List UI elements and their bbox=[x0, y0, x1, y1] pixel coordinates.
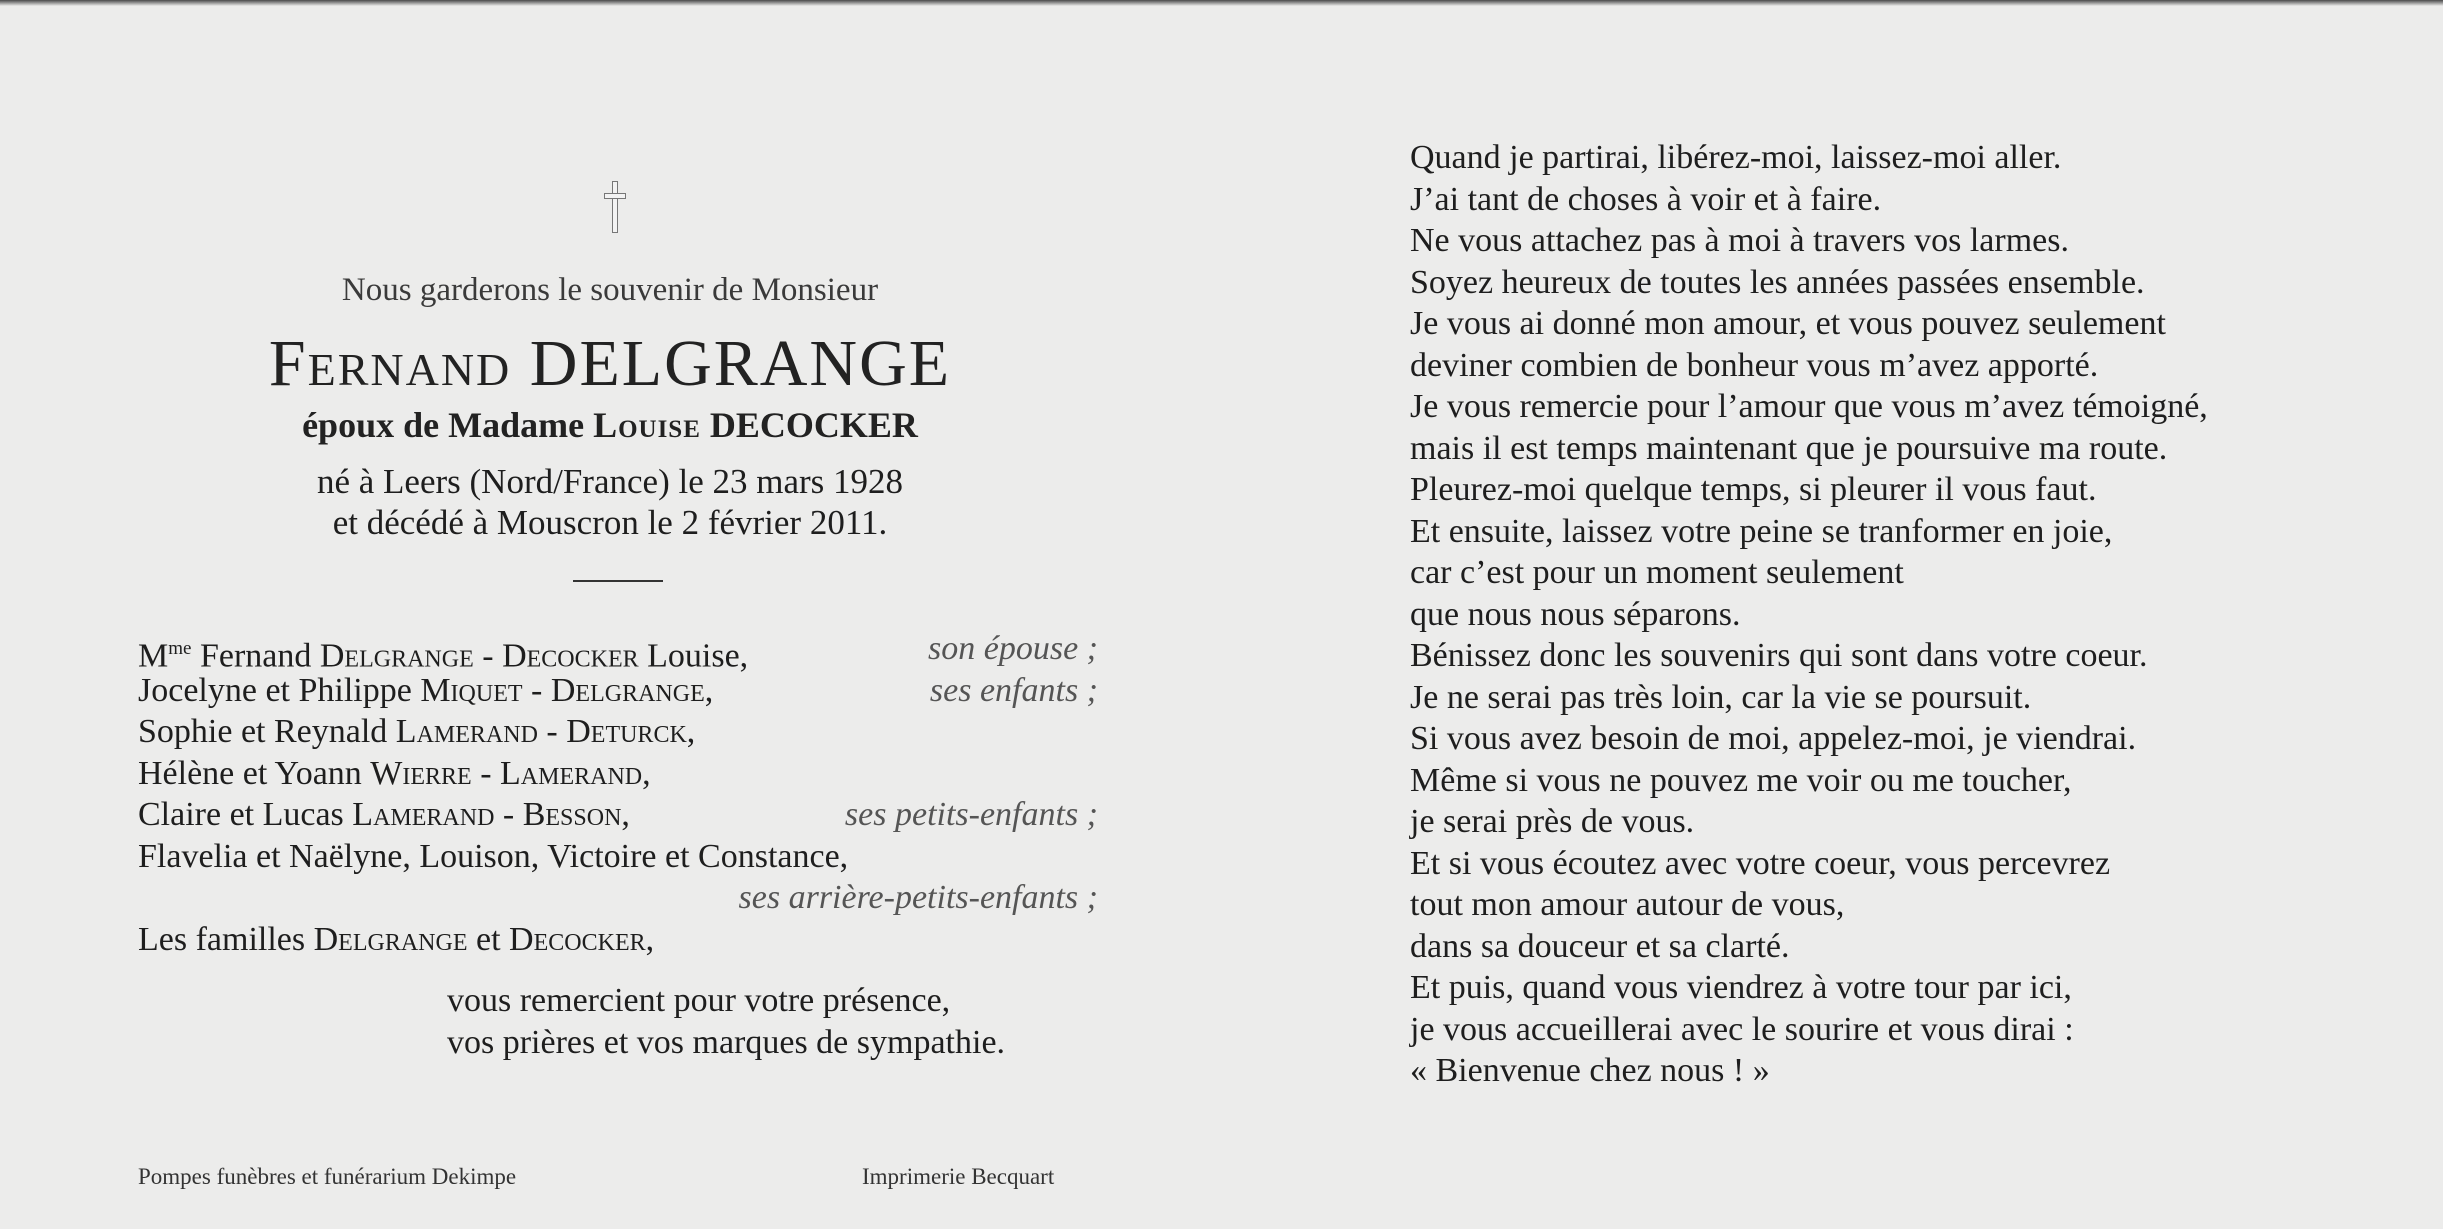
poem bbox=[1410, 137, 2410, 1092]
family-row: $M^{me}$ Fernand Delgrange - Decocker Louise, son épouse ; bbox=[138, 630, 1098, 675]
birth-line: né à Leers (Nord/France) le 23 mars 1928 bbox=[316, 462, 904, 501]
spouse-last-name: DECOCKER bbox=[709, 405, 918, 445]
printer-credit: Imprimerie Becquart bbox=[862, 1164, 1055, 1189]
family-row: Hélène et Yoann Wierre - Lamerand, bbox=[138, 754, 651, 792]
funeral-home-credit: Pompes funèbres et funérarium Dekimpe bbox=[138, 1164, 517, 1189]
poem-line: Et ensuite, laissez votre peine se tranformer en joie, bbox=[1410, 512, 2113, 550]
family-row: Jocelyne et Philippe Miquet - Delgrange, ses enfants ; bbox=[138, 670, 1098, 712]
deceased-last-name: DELGRANGE bbox=[529, 327, 952, 400]
poem-line: Je vous ai donné mon amour, et vous pouvez seulement bbox=[1410, 305, 2166, 342]
poem-line: Bénissez donc les souvenirs qui sont dans votre coeur. bbox=[1410, 637, 2148, 674]
intro-text: Nous garderons le souvenir de Monsieur bbox=[341, 272, 879, 308]
family-role: ses arrière-petits-enfants ; bbox=[738, 879, 1098, 916]
family-row: Claire et Lucas Lamerand - Besson, ses petits-enfants ; bbox=[138, 794, 1098, 836]
poem-line: Soyez heureux de toutes les années passées ensemble. bbox=[1410, 263, 2145, 301]
poem-line: tout mon amour autour de vous, bbox=[1410, 886, 1845, 923]
thanks-text bbox=[447, 980, 1005, 1064]
family-role: ses petits-enfants ; bbox=[844, 796, 1098, 833]
poem-line: Pleurez-moi quelque temps, si pleurer il vous faut. bbox=[1410, 471, 2097, 508]
poem-line: Même si vous ne pouvez me voir ou me toucher, bbox=[1410, 761, 2072, 799]
family-row: Sophie et Reynald Lamerand - Deturck, bbox=[138, 713, 696, 750]
divider bbox=[573, 580, 663, 582]
deceased-first-name: Fernand bbox=[268, 327, 512, 400]
poem-line: je serai près de vous. bbox=[1410, 803, 1695, 840]
family-role: ses enfants ; bbox=[929, 671, 1098, 709]
spouse-first-name: Louise bbox=[593, 405, 701, 445]
poem-line: que nous nous séparons. bbox=[1410, 595, 1741, 633]
family-list bbox=[138, 628, 1098, 960]
poem-line: je vous accueillerai avec le sourire et vous dirai : bbox=[1410, 1010, 2074, 1048]
family-role: son épouse ; bbox=[928, 630, 1098, 667]
poem-line: car c’est pour un moment seulement bbox=[1410, 554, 1904, 591]
death-line: et décédé à Mouscron le 2 février 2011. bbox=[332, 503, 888, 542]
spouse-line bbox=[150, 404, 1070, 446]
family-row bbox=[138, 877, 1098, 919]
deceased-name bbox=[150, 326, 1070, 402]
poem-line: J’ai tant de choses à voir et à faire. bbox=[1410, 180, 1882, 218]
poem-line: Si vous avez besoin de moi, appelez-moi, je viendrai. bbox=[1410, 720, 2137, 757]
poem-line: Ne vous attachez pas à moi à travers vos larmes. bbox=[1410, 222, 2069, 259]
poem-line: deviner combien de bonheur vous m’avez apporté. bbox=[1410, 346, 2099, 384]
poem-line: Et puis, quand vous viendrez à votre tour par ici, bbox=[1410, 969, 2072, 1006]
poem-line: Quand je partirai, libérez-moi, laissez-moi aller. bbox=[1410, 139, 2062, 176]
poem-line: Je ne serai pas très loin, car la vie se poursuit. bbox=[1410, 678, 2032, 716]
poem-line: dans sa douceur et sa clarté. bbox=[1410, 927, 1790, 965]
family-row: Les familles Delgrange et Decocker, bbox=[138, 920, 655, 958]
spouse-prefix: époux de Madame bbox=[302, 405, 585, 445]
poem-line: Je vous remercie pour l’amour que vous m’avez témoigné, bbox=[1410, 388, 2208, 425]
thanks-line: vous remercient pour votre présence, bbox=[447, 982, 951, 1019]
poem-line: Et si vous écoutez avec votre coeur, vous percevrez bbox=[1410, 844, 2111, 882]
cross-icon bbox=[604, 181, 626, 231]
poem-line: mais il est temps maintenant que je poursuive ma route. bbox=[1410, 429, 2168, 467]
poem-line: « Bienvenue chez nous ! » bbox=[1410, 1052, 1770, 1089]
family-row: Flavelia et Naëlyne, Louison, Victoire et Constance, bbox=[138, 837, 849, 875]
thanks-line: vos prières et vos marques de sympathie. bbox=[447, 1024, 1006, 1061]
